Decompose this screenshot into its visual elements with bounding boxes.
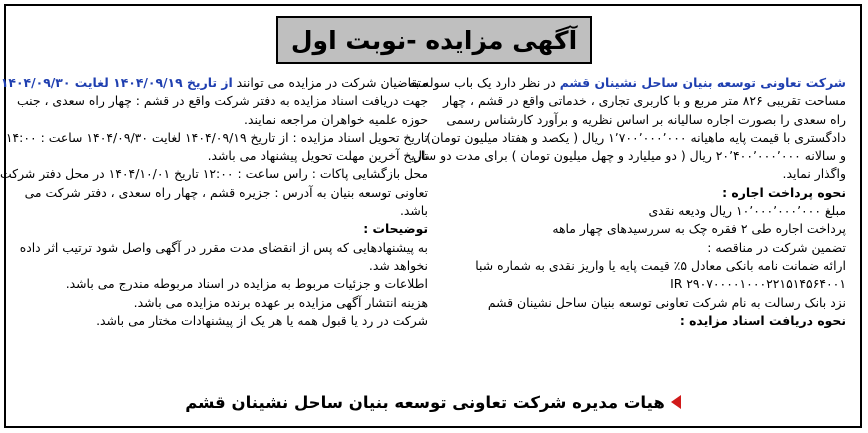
right_column-line: مساحت تقریبی ۸۲۶ متر مربع و با کاربری تجاری ، خدماتی واقع در قشم ، چهار [442,93,846,109]
right_column-line [409,74,846,92]
right_column-line: مبلغ ۱۰٬۰۰۰٬۰۰۰٬۰۰۰ ریال ودیعه نقدی [648,203,846,219]
right_column-line: واگذار نماید. [782,166,846,182]
right_column-line: نحوه دریافت اسناد مزایده : [679,312,846,328]
left_column-line: نخواهد شد. [368,257,428,273]
line-text: متقاضیان شرکت در مزایده می توانند [232,75,428,90]
right_column-line: ارائه ضمانت نامه بانکی معادل ۵٪ قیمت پایه یا واریز نقدی به شماره شبا [475,257,846,273]
company-name: شرکت تعاونی توسعه بنیان ساحل نشینان قشم [559,75,846,90]
advertisement-frame [0,4,862,428]
red-left-triangle-icon [671,395,681,409]
footer-signature: هیات مدیره شرکت تعاونی توسعه بنیان ساحل نشینان قشم [185,392,665,412]
right_column-line: نزد بانک رسالت به نام شرکت تعاونی توسعه بنیان ساحل نشینان قشم [487,294,846,310]
left-column [0,74,428,330]
ad-title: آگهی مزایده -نوبت اول [290,25,578,55]
title-box [276,16,592,64]
line-text: در نظر دارد یک باب سوله به [409,75,560,90]
right_column-line: تضمین شرکت در مناقصه : [707,239,846,255]
date-range: از تاریخ ۱۴۰۴/۰۹/۱۹ لغایت ۱۴۰۴/۰۹/۳۰ [0,75,233,90]
right_column-line: دادگستری با قیمت پایه ماهیانه ۱٬۷۰۰٬۰۰۰٬۰۰۰ ریال ( یکصد و هفتاد میلیون تومان) [426,129,846,145]
left_column-line: به پیشنهادهایی که پس از انقضای مدت مقرر در آگهی واصل شود ترتیب اثر داده [19,239,428,255]
right_column-line: نحوه پرداخت اجاره : [722,184,846,200]
right_column-line: و سالانه ۲۰٬۴۰۰٬۰۰۰٬۰۰۰ ریال ( دو میلیارد و چهل میلیون تومان ) برای مدت دو سال [412,148,846,164]
left_column-line [0,74,428,92]
right_column-line: IR ۲۹۰۷۰۰۰۰۱۰۰۰۲۲۱۵۱۴۵۶۴۰۰۱ [670,276,846,292]
left_column-line: اطلاعات و جزئیات مربوط به مزایده در اسناد مربوطه مندرج می باشد. [65,276,428,292]
left_column-line: تاریخ تحویل اسناد مزایده : از تاریخ ۱۴۰۴/۰۹/۱۹ لغایت ۱۴۰۴/۰۹/۳۰ ساعت : ۱۴:۰۰ [5,129,428,145]
right_column-line: پرداخت اجاره طی ۲ فقره چک به سررسیدهای چهار ماهه [552,221,846,237]
left_column-line: هزینه انتشار آگهی مزایده بر عهده برنده مزایده می باشد. [133,294,428,310]
left_column-line: محل بازگشایی پاکات : راس ساعت : ۱۲:۰۰ تاریخ ۱۴۰۴/۱۰/۰۱ در محل دفتر شرکت [0,166,428,182]
left_column-line: جهت دریافت اسناد مزایده به دفتر شرکت واقع در قشم : چهار راه سعدی ، جنب [16,93,428,109]
left_column-line: شرکت در رد یا قبول همه یا هر یک از پیشنهادات مختار می باشد. [96,312,428,328]
left_column-line: حوزه علمیه خواهران مراجعه نمایند. [244,111,428,127]
left_column-line: تعاونی توسعه بنیان به آدرس : جزیره قشم ، چهار راه سعدی ، دفتر شرکت می [24,184,428,200]
right_column-line: راه سعدی را بصورت اجاره سالیانه بر اساس نظریه و برآورد کارشناس رسمی [446,111,846,127]
left_column-line: باشد. [399,203,428,219]
left_column-line: توضیحات : [363,221,428,237]
left_column-line: تاریخ آخرین مهلت تحویل پیشنهاد می باشد. [207,148,428,164]
footer [6,388,860,416]
